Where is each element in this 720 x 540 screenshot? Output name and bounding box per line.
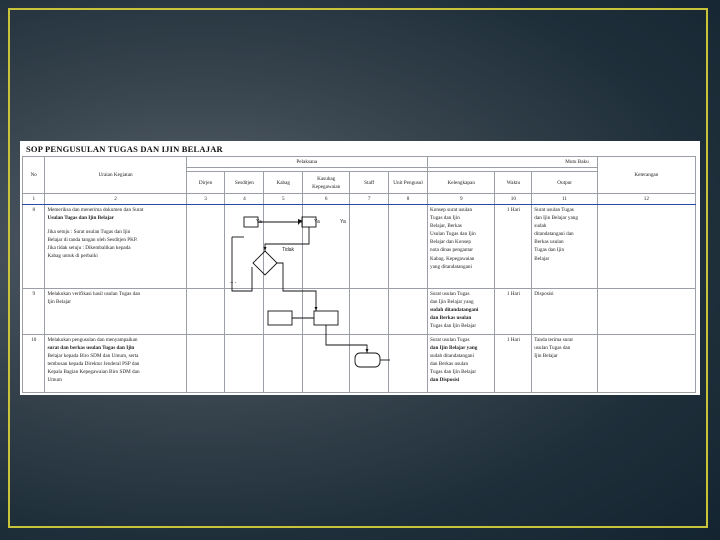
kelengkapan-line: Usulan Tugas dan Ijin — [430, 231, 476, 238]
uraian-line: Melakukan verifikasi hasil usulan Tugas dan — [47, 291, 141, 298]
col-num: 11 — [532, 194, 597, 205]
col-num: 10 — [495, 194, 532, 205]
col-num: 9 — [428, 194, 495, 205]
kelengkapan-line: sudah ditandatangani — [430, 307, 479, 314]
row-no: 8 — [23, 205, 45, 289]
row-no: 9 — [23, 289, 45, 335]
kelengkapan-line: Belajar, Berkas — [430, 223, 462, 230]
output-line: Disposisi — [534, 291, 554, 298]
uraian-line: tembusan kepada Direktur Jenderal PSP dan — [47, 361, 140, 368]
output-line: sudah — [534, 223, 547, 230]
kelengkapan-line: dan Ijin Belajar yang — [430, 299, 474, 306]
header-staff: Staff — [350, 172, 389, 194]
header-uraian: Uraian Kegiatan — [45, 157, 186, 194]
kelengkapan-line: Kabag. Kepegawaian — [430, 255, 475, 262]
header-row-top — [23, 157, 696, 168]
row-kelengkapan — [428, 335, 495, 393]
uraian-line: Usulan Tugas dan Ijin Belajar — [47, 215, 115, 222]
uraian-line: Belajar di tanda tangan oleh Sesditjen PKP. — [47, 237, 138, 244]
row-no: 10 — [23, 335, 45, 393]
header-waktu: Waktu — [495, 172, 532, 194]
flow-label-ya: Ya — [340, 219, 346, 225]
output-line: Tanda terima surat — [534, 337, 573, 344]
uraian-line: Melakukan pengusulan dan menyampaikan — [47, 337, 138, 344]
kelengkapan-line: nota dinas pengantar — [430, 247, 473, 254]
output-line: ditandatangani dan — [534, 231, 574, 238]
uraian-line: surat dan berkas usulan Tugas dan Ijin — [47, 345, 135, 352]
header-pelaksana: Pelaksana — [186, 157, 427, 168]
output-line: Belajar — [534, 255, 550, 262]
output-line: Ijin Belajar — [534, 353, 558, 360]
header-no: No — [23, 157, 45, 194]
header-unit: Unit Pengusul — [389, 172, 428, 194]
sop-table — [22, 156, 696, 393]
uraian-line: Jika setuju : Surat usulan Tugas dan Ijin — [47, 229, 131, 236]
table-row — [23, 205, 696, 289]
kelengkapan-line: Konsep surat usulan — [430, 207, 473, 214]
row-output — [532, 335, 597, 393]
table-row — [23, 335, 696, 393]
col-num: 6 — [303, 194, 350, 205]
header-mutu-baku: Mutu Baku — [428, 157, 598, 168]
uraian-line: Ijin Belajar — [47, 299, 71, 306]
col-num: 12 — [597, 194, 695, 205]
flow-label-ya: Ya — [314, 219, 320, 225]
col-num: 4 — [225, 194, 264, 205]
row-uraian — [45, 205, 186, 289]
header-dirjen: Dirjen — [186, 172, 225, 194]
table-row — [23, 289, 696, 335]
col-num: 2 — [45, 194, 186, 205]
flow-label-tidak: Tidak — [282, 247, 295, 253]
row-kelengkapan — [428, 289, 495, 335]
header-kelengkapan: Kelengkapan — [428, 172, 495, 194]
sop-document — [20, 141, 700, 395]
header-output: Output — [532, 172, 597, 194]
header-keterangan: Keterangan — [597, 157, 695, 194]
document-title: SOP PENGUSULAN TUGAS DAN IJIN BELAJAR — [26, 144, 223, 154]
kelengkapan-line: dan Berkas usulan — [430, 315, 472, 322]
kelengkapan-line: Surat usulan Tugas — [430, 291, 470, 298]
output-line: Tugas dan Ijin — [534, 247, 565, 254]
kelengkapan-line: dan Ijin Belajar yang — [430, 345, 478, 352]
kelengkapan-line: yang ditandatangani — [430, 263, 472, 270]
header-kasubag: Kasubag Kepegawaian — [303, 172, 350, 194]
uraian-line: Jika tidak setuju : Dikembalikan kepada — [47, 245, 131, 252]
uraian-line: Memeriksa dan menerima dokumen dan Surat — [47, 207, 144, 214]
kelengkapan-line: Belajar dan Konsep — [430, 239, 471, 246]
col-num: 5 — [264, 194, 303, 205]
output-line: usulan Tugas dan — [534, 345, 571, 352]
uraian-line: Belajar kepada Biro SDM dan Umum, serta — [47, 353, 139, 360]
uraian-line: Kabag untuk di perbaiki — [47, 253, 98, 260]
kelengkapan-line: Surat usulan Tugas — [430, 337, 470, 344]
row-uraian — [45, 289, 186, 335]
column-number-row — [23, 194, 696, 205]
row-kelengkapan — [428, 205, 495, 289]
kelengkapan-line: Tugas dan Ijin Belajar — [430, 369, 477, 376]
row-uraian — [45, 335, 186, 393]
row-output — [532, 289, 597, 335]
header-sesditjen: Sesditjen — [225, 172, 264, 194]
kelengkapan-line: Tugas dan Ijin Belajar — [430, 323, 477, 330]
output-line: Berkas usulan — [534, 239, 564, 246]
kelengkapan-line: Tugas dan Ijin — [430, 215, 460, 222]
uraian-line: Umum — [47, 377, 62, 384]
row-waktu: 1 Hari — [495, 289, 532, 335]
output-line: dan Ijin Belajar yang — [534, 215, 578, 222]
row-waktu: 1 Hari — [495, 205, 532, 289]
kelengkapan-line: dan Disposisi — [430, 377, 460, 384]
uraian-line: Kepala Bagian Kepegawaian Biro SDM dan — [47, 369, 140, 376]
col-num: 1 — [23, 194, 45, 205]
col-num: 3 — [186, 194, 225, 205]
flow-label-ya: Ya — [256, 219, 262, 225]
flow-label-dots: -- - — [230, 280, 237, 286]
row-waktu: 1 Hari — [495, 335, 532, 393]
col-num: 8 — [389, 194, 428, 205]
header-kabag: Kabag — [264, 172, 303, 194]
output-line: Surat usulan Tugas — [534, 207, 574, 214]
kelengkapan-line: sudah ditandatangani — [430, 353, 474, 360]
col-num: 7 — [350, 194, 389, 205]
row-output — [532, 205, 597, 289]
kelengkapan-line: dan Berkas usulan — [430, 361, 469, 368]
